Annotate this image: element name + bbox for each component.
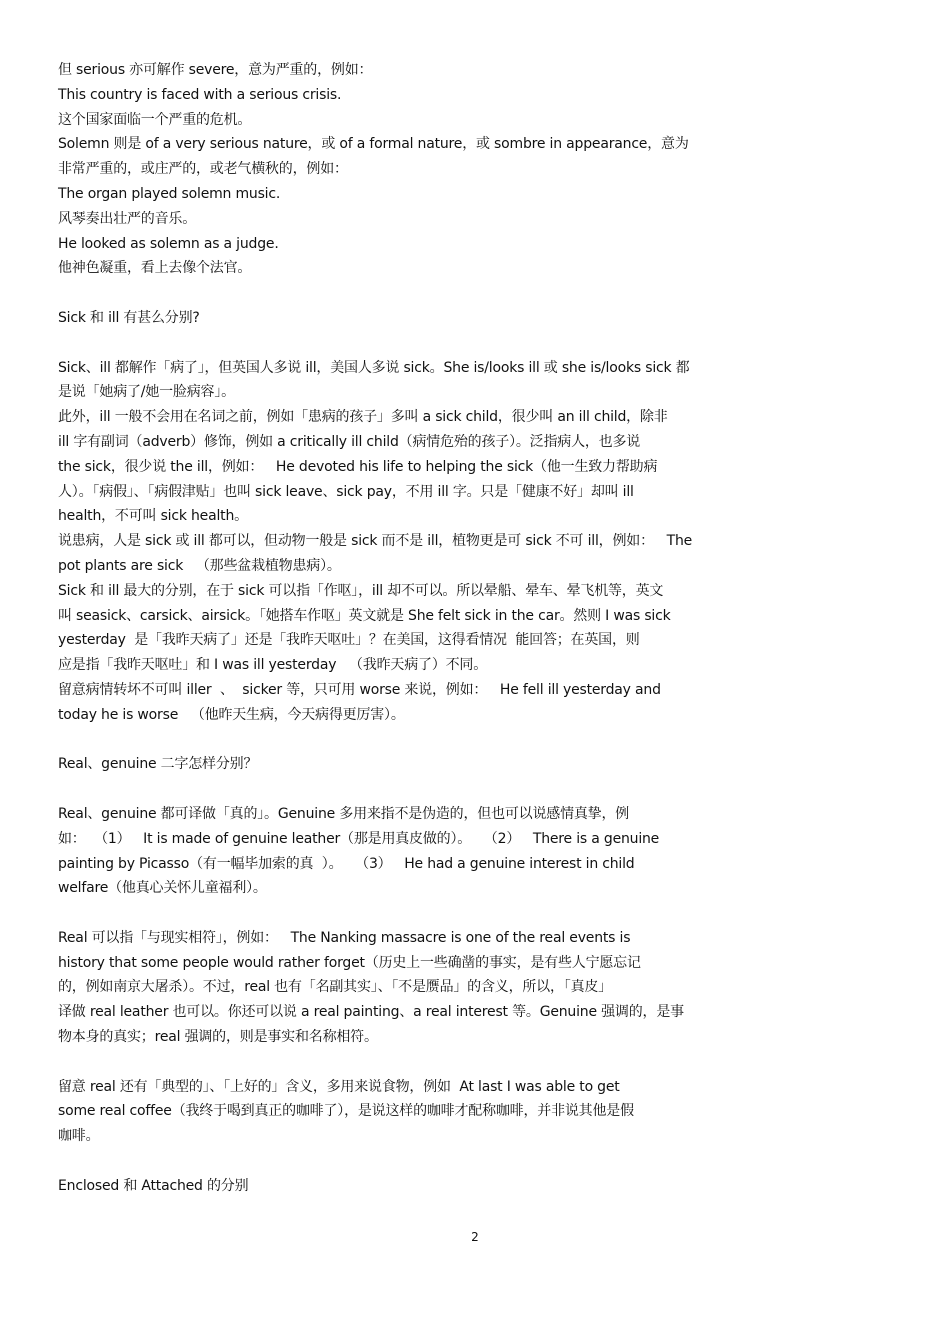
text-line: Real、genuine 都可译做「真的」。Genuine 多用来指不是伪造的，但也可以说感情真挚，例: [58, 805, 630, 822]
text-line: Sick、ill 都解作「病了」，但英国人多说 ill，美国人多说 sick。She is/looks ill 或 she is/looks sick 都: [58, 359, 690, 376]
text-line: 风琴奏出壮严的音乐。: [58, 210, 196, 227]
text-line: 说患病，人是 sick 或 ill 都可以，但动物一般是 sick 而不是 ill，植物更是可 sick 不可 ill，例如： The: [58, 533, 693, 550]
text-line: some real coffee（我终于喝到真正的咖啡了），是说这样的咖啡才配称咖啡，并非说其他是假: [58, 1103, 634, 1120]
text-line: Real、genuine 二字怎样分别？: [58, 756, 258, 773]
blank-line: [58, 901, 898, 926]
text-line: 留意病情转坏不可叫 iller 、 sicker 等，只可用 worse 来说，例如： He fell ill yesterday and: [58, 681, 661, 698]
text-line: 这个国家面临一个严重的危机。: [58, 111, 252, 128]
text-line: today he is worse （他昨天生病，今天病得更厉害）。: [58, 706, 405, 723]
text-line: Solemn 则是 of a very serious nature，或 of a formal nature，或 sombre in appearance，意为: [58, 136, 689, 153]
text-line: painting by Picasso（有一幅毕加索的真 ）。 （3） He had a genuine interest in child: [58, 855, 635, 872]
text-line: the sick，很少说 the ill，例如： He devoted his life to helping the sick（他一生致力帮助病: [58, 458, 658, 475]
text-line: 译做 real leather 也可以。你还可以说 a real painting、a real interest 等。Genuine 强调的，是事: [58, 1004, 684, 1021]
text-line: Sick 和 ill 最大的分别，在于 sick 可以指「作呕」，ill 却不可以。所以晕船、晕车、晕飞机等，英文: [58, 582, 664, 599]
page-number: 2: [471, 1230, 479, 1244]
blank-line: [58, 281, 898, 306]
text-line: 如： （1） It is made of genuine leather（那是用真皮做的）。 （2） There is a genuine: [58, 830, 660, 847]
document-body: [58, 58, 898, 1199]
text-line: Real 可以指「与现实相符」，例如： The Nanking massacre is one of the real events is: [58, 929, 631, 946]
text-line: 此外，ill 一般不会用在名词之前，例如「患病的孩子」多叫 a sick child，很少叫 an ill child，除非: [58, 409, 668, 426]
text-line: 非常严重的，或庄严的，或老气横秋的，例如：: [58, 161, 348, 178]
text-line: pot plants are sick （那些盆栽植物患病）。: [58, 557, 341, 574]
text-line: 物本身的真实；real 强调的，则是事实和名称相符。: [58, 1029, 378, 1046]
text-line: 他神色凝重，看上去像个法官。: [58, 260, 252, 277]
text-line: 是说「她病了/她一脸病容」。: [58, 384, 235, 401]
text-line: yesterday 是「我昨天病了」还是「我昨天呕吐」？在美国，这得看情况 能回答；在英国，则: [58, 632, 640, 649]
text-line: welfare（他真心关怀儿童福利）。: [58, 880, 267, 897]
text-line: history that some people would rather forget（历史上一些确凿的事实，是有些人宁愿忘记: [58, 954, 641, 971]
blank-line: [58, 728, 898, 753]
blank-line: [58, 331, 898, 356]
text-line: 但 serious 亦可解作 severe，意为严重的，例如：: [58, 62, 373, 78]
text-line: 的，例如南京大屠杀）。不过，real 也有「名副其实」、「不是赝品」的含义，所以，「真皮」: [58, 979, 612, 996]
text-line: Sick 和 ill 有甚么分别?: [58, 309, 200, 326]
text-line: The organ played solemn music.: [58, 185, 281, 202]
text-line: ill 字有副词（adverb）修饰，例如 a critically ill child（病情危殆的孩子）。泛指病人，也多说: [58, 433, 641, 450]
text-line: Enclosed 和 Attached 的分别: [58, 1177, 249, 1194]
text-line: 咖啡。: [58, 1128, 100, 1145]
text-line: He looked as solemn as a judge.: [58, 235, 279, 252]
text-line: 应是指「我昨天呕吐」和 I was ill yesterday （我昨天病了）不同。: [58, 657, 488, 674]
text-line: 留意 real 还有「典型的」、「上好的」含义，多用来说食物，例如 At last I was able to get: [58, 1078, 620, 1095]
text-line: 叫 seasick、carsick、airsick。「她搭车作呕」英文就是 She felt sick in the car。然则 I was sick: [58, 607, 671, 624]
text-line: health，不可叫 sick health。: [58, 508, 248, 525]
blank-line: [58, 777, 898, 802]
blank-line: [58, 1149, 898, 1174]
blank-line: [58, 1050, 898, 1075]
text-line: This country is faced with a serious crisis.: [58, 86, 342, 103]
text-line: 人）。「病假」、「病假津贴」也叫 sick leave、sick pay，不用 ill 字。只是「健康不好」却叫 ill: [58, 483, 634, 500]
